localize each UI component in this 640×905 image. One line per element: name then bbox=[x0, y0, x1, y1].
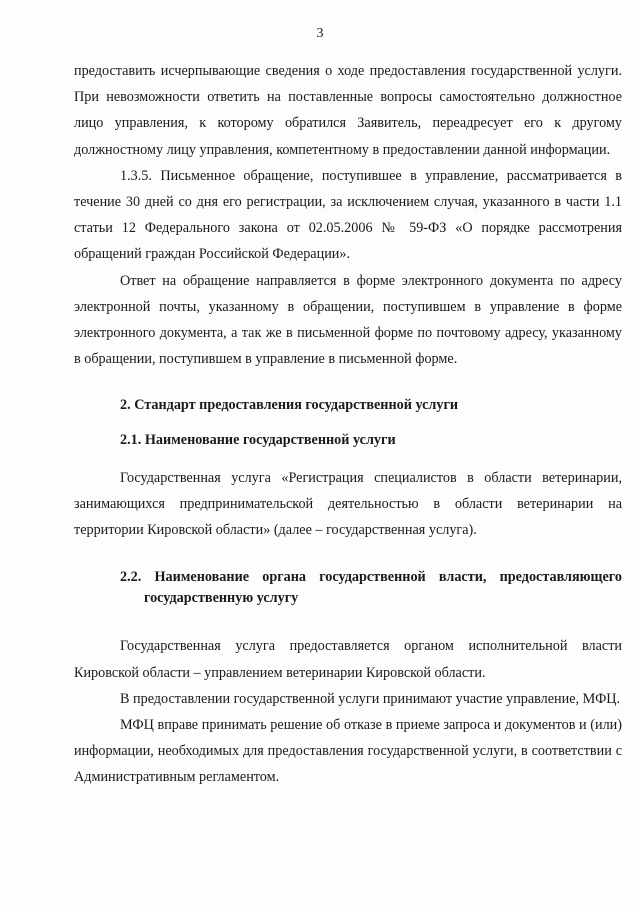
paragraph-mfc-refusal: МФЦ вправе принимать решение об отказе в приеме запроса и документов и (или) информации, необходимых для предоставления государственной услуги, в соответствии с Административным регламентом. bbox=[74, 717, 622, 786]
paragraph-1-3-5: 1.3.5. Письменное обращение, поступившее в управление, рассматривается в течение 30 дней со дня его регистрации, за исключением случая, указанного в части 1.1 статьи 12 Федерального закона от 02.05.2006 № 59-ФЗ «О порядке рассмотрения обращений граждан Российской Федерации». bbox=[74, 167, 622, 263]
paragraph-response-form: Ответ на обращение направляется в форме электронного документа по адресу электронной почты, указанному в обращении, поступившем в управление в форме электронного документа, а так же в письменной форме по почтовому адресу, указанному в обращении, поступившем в управление в письменной форме. bbox=[74, 272, 622, 368]
section-heading-2: 2. Стандарт предоставления государственной услуги bbox=[120, 397, 459, 414]
paragraph-authority: Государственная услуга предоставляется органом исполнительной власти Кировской области – управлением ветеринарии Кировской области. bbox=[74, 638, 622, 681]
section-heading-2-1: 2.1. Наименование государственной услуги bbox=[120, 431, 396, 448]
section-heading-2-2: 2.2. Наименование органа государственной власти, предоставляющего государственную услугу bbox=[120, 569, 622, 607]
paragraph-participants: В предоставлении государственной услуги принимают участие управление, МФЦ. bbox=[120, 690, 621, 707]
paragraph-service-name: Государственная услуга «Регистрация специалистов в области ветеринарии, занимающихся предпринимательской деятельностью в области ветеринарии на территории Кировской области» (далее – государственная услуга). bbox=[74, 469, 622, 539]
page-number: 3 bbox=[316, 26, 324, 41]
document-body bbox=[74, 58, 622, 791]
paragraph-continuation: предоставить исчерпывающие сведения о ходе предоставления государственной услуги. При невозможности ответить на поставленные вопросы самостоятельно должностное лицо управления, к которому обратился Заявитель, переадресует его к другому должностному лицу управления, компетентному в предоставлении данной информации. bbox=[74, 63, 622, 158]
